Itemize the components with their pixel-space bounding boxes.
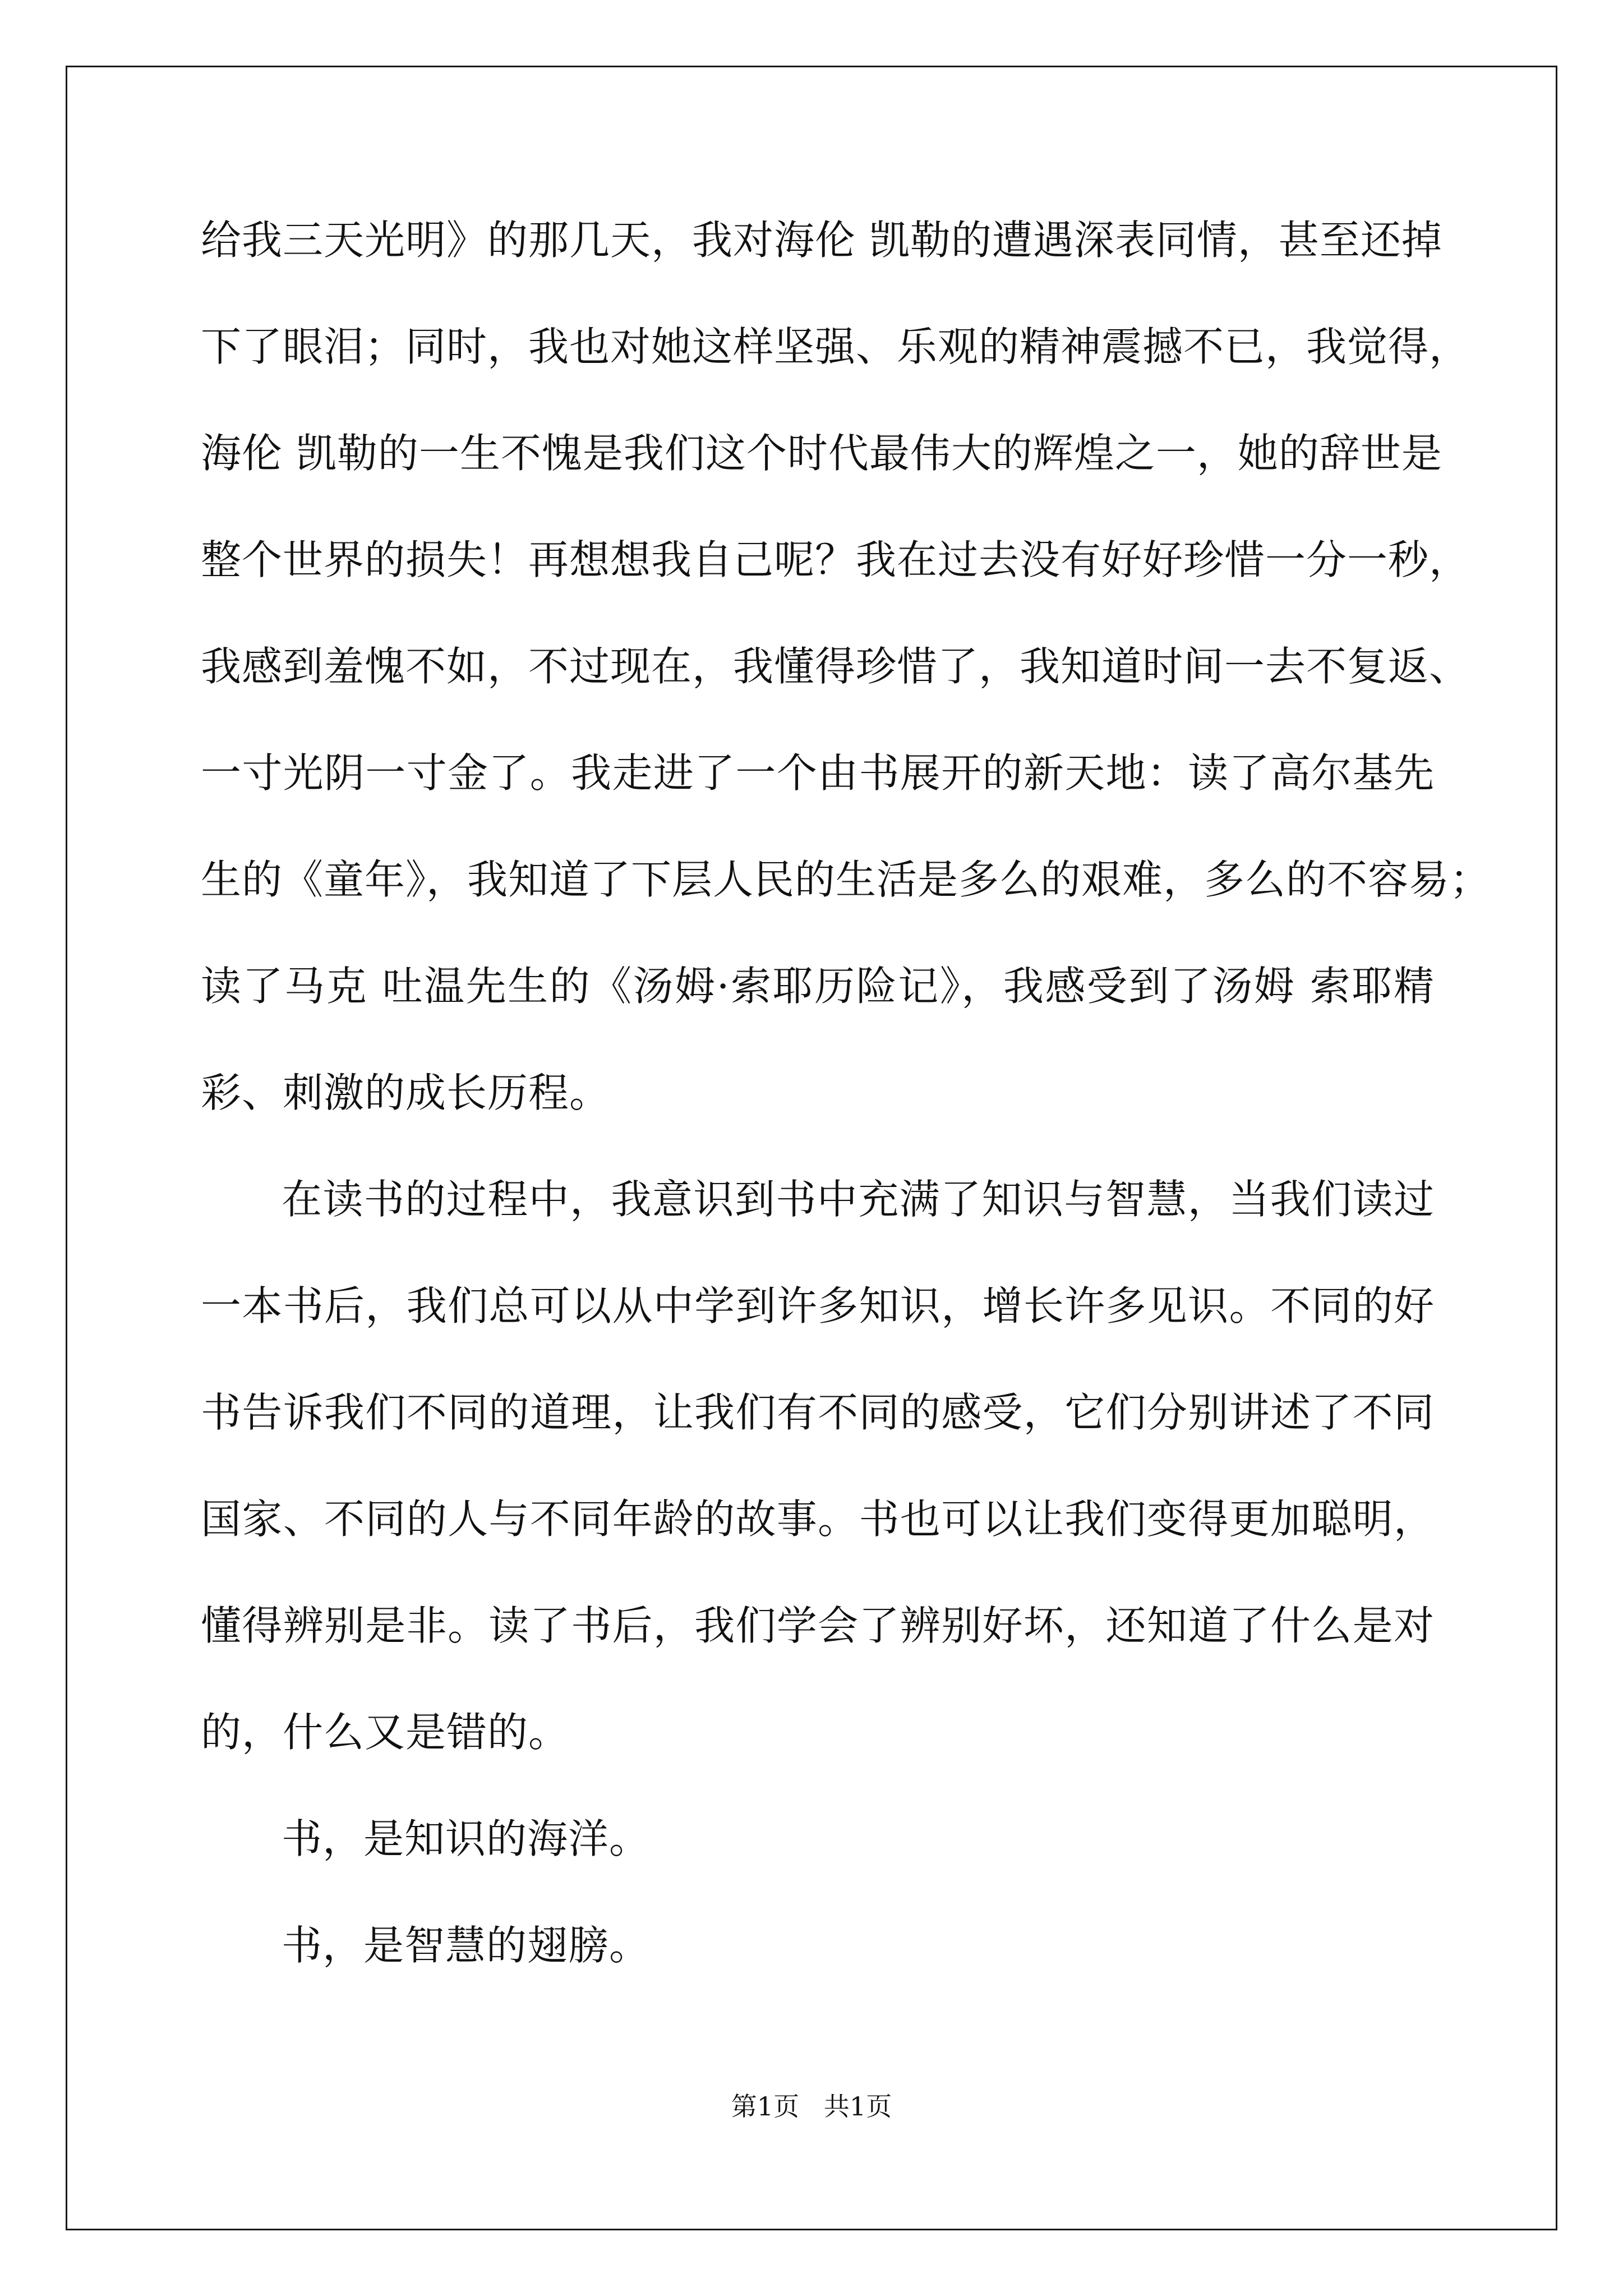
text-line: 生的《童年》，我知道了下层人民的生活是多么的艰难，多么的不容易；: [201, 856, 1491, 903]
paragraph-start-line: 在读书的过程中，我意识到书中充满了知识与智慧，当我们读过: [282, 1176, 1435, 1223]
text-line: 懂得辨别是非。读了书后，我们学会了辨别好坏，还知道了什么是对: [201, 1602, 1435, 1649]
text-line: 国家、不同的人与不同年龄的故事。书也可以让我们变得更加聪明，: [201, 1496, 1435, 1543]
text-line: 下了眼泪；同时，我也对她这样坚强、乐观的精神震撼不已，我觉得，: [201, 323, 1470, 370]
text-line: 读了马克 吐温先生的《汤姆·索耶历险记》，我感受到了汤姆 索耶精: [201, 963, 1435, 1010]
text-line: 彩、刺激的成长历程。: [201, 1069, 611, 1116]
text-line: 海伦 凯勒的一生不愧是我们这个时代最伟大的辉煌之一，她的辞世是: [201, 430, 1442, 477]
page-border: [66, 66, 1557, 2230]
paragraph-start-line: 书，是知识的海洋。: [282, 1815, 651, 1862]
text-line: 一寸光阴一寸金了。我走进了一个由书展开的新天地：读了高尔基先: [201, 749, 1435, 797]
text-line: 的，什么又是错的。: [201, 1709, 570, 1756]
paragraph-start-line: 书，是智慧的翅膀。: [282, 1922, 651, 1969]
text-line: 给我三天光明》的那几天，我对海伦 凯勒的遭遇深表同情，甚至还掉: [201, 217, 1442, 264]
text-line: 一本书后，我们总可以从中学到许多知识，增长许多见识。不同的好: [201, 1282, 1435, 1329]
text-line: 整个世界的损失！再想想我自己呢？我在过去没有好好珍惜一分一秒，: [201, 536, 1470, 583]
page-footer: 第1页 共1页: [731, 2091, 892, 2122]
text-line: 我感到羞愧不如，不过现在，我懂得珍惜了，我知道时间一去不复返、: [201, 643, 1470, 690]
text-line: 书告诉我们不同的道理，让我们有不同的感受，它们分别讲述了不同: [201, 1389, 1435, 1436]
